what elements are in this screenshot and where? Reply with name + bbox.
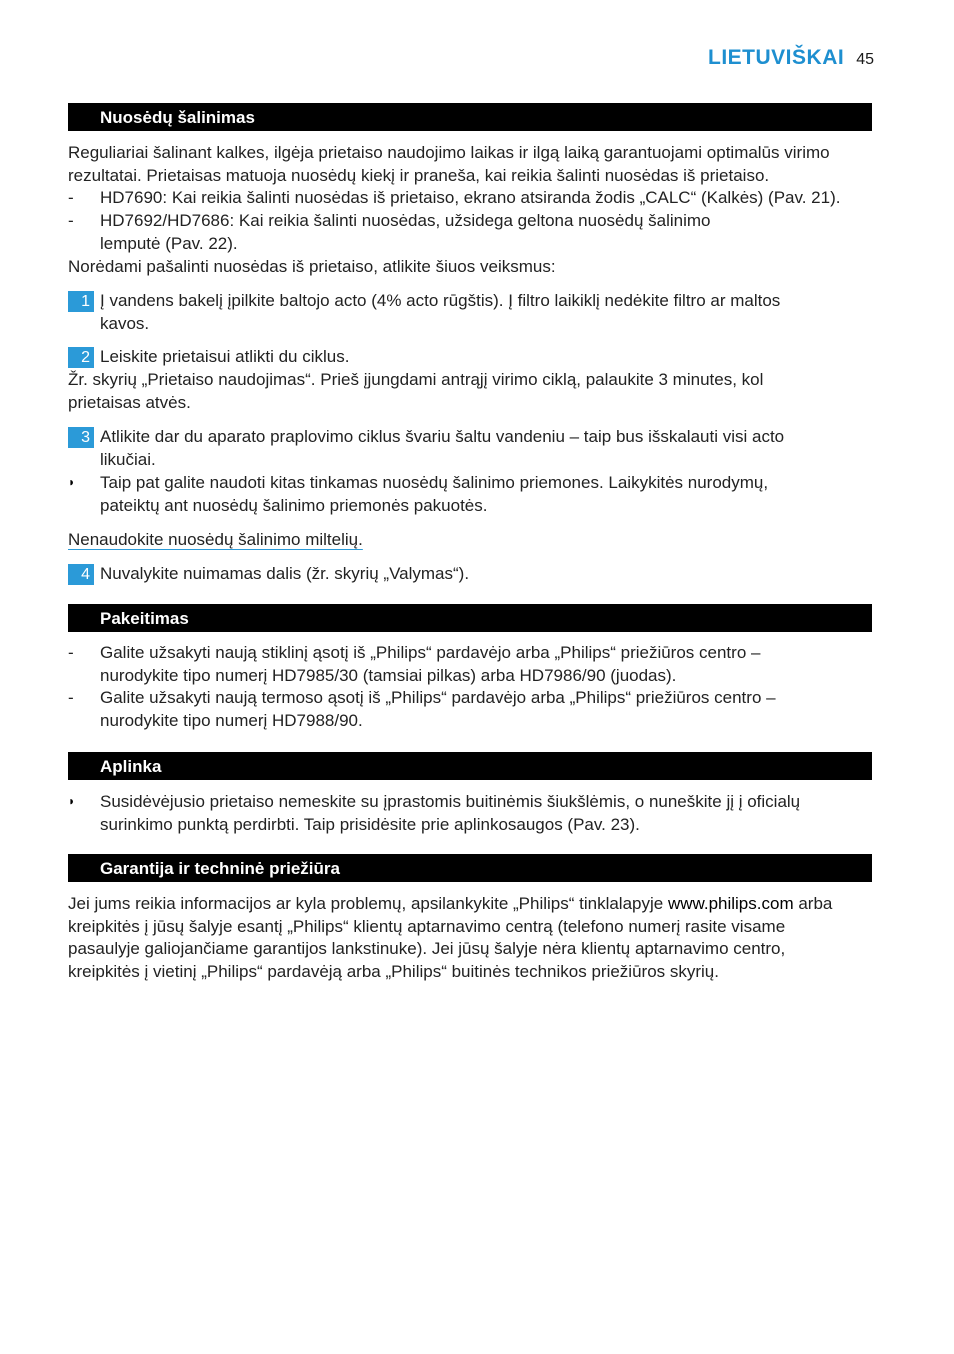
step-number-3: 3 (68, 427, 94, 448)
section-title-guarantee: Garantija ir techninė priežiūra (68, 854, 872, 882)
descaling-intro-line-1: Reguliariai šalinant kalkes, ilgėja prietaiso naudojimo laikas ir ilgą laiką garantuojami optimalūs virimo (68, 143, 830, 162)
guarantee-line-4: kreipkitės į vietinį „Philips“ pardavėją arba „Philips“ buitinės technikos priežiūros skyrių. (68, 962, 719, 981)
step-2-text: Leiskite prietaisui atlikti du ciklus. (100, 347, 350, 366)
descaling-dash-item-2b: lemputė (Pav. 22). (100, 234, 238, 253)
step-3-line-2: likučiai. (100, 450, 156, 469)
guarantee-line-1 (68, 892, 878, 915)
descaling-dash-item-2a: HD7692/HD7686: Kai reikia šalinti nuosėdas, užsidega geltona nuosėdų šalinimo (100, 211, 711, 230)
replacement-item-2b: nurodykite tipo numerį HD7988/90. (100, 711, 363, 730)
step-1-line-1: Į vandens bakelį įpilkite baltojo acto (4% acto rūgštis). Į filtro laikiklį nedėkite filtro ar maltos (100, 291, 781, 310)
replacement-item-1a: Galite užsakyti naują stiklinį ąsotį iš „Philips“ pardavėjo arba „Philips“ priežiūros centro – (100, 643, 761, 662)
step-number-1: 1 (68, 291, 94, 312)
philips-website-link[interactable]: www.philips.com (667, 894, 794, 913)
environment-line-2: surinkimo punktą perdirbti. Taip prisidėsite prie aplinkosaugos (Pav. 23). (100, 815, 640, 834)
dash-marker: - (68, 688, 74, 707)
dash-marker: - (68, 643, 74, 662)
descaling-lead: Norėdami pašalinti nuosėdas iš prietaiso, atlikite šiuos veiksmus: (68, 257, 556, 276)
dash-marker: - (68, 188, 74, 207)
language-label: LIETUVIŠKAI (708, 46, 845, 69)
section-title-environment: Aplinka (68, 752, 872, 780)
step-number-4: 4 (68, 564, 94, 585)
descaling-dash-item-1: HD7690: Kai reikia šalinti nuosėdas iš prietaiso, ekrano atsiranda žodis „CALC“ (Kalkės) (Pav. 21). (100, 188, 841, 207)
step-2-note-line-1: Žr. skyrių „Prietaiso naudojimas“. Prieš įjungdami antrąjį virimo ciklą, palaukite 3 minutes, kol (68, 370, 764, 389)
guarantee-line-1-pre: Jei jums reikia informacijos ar kyla problemų, apsilankykite „Philips“ tinklalapyje (68, 894, 668, 913)
step-2-note-line-2: prietaisas atvės. (68, 393, 191, 412)
bullet-icon: ◗ (68, 475, 76, 489)
tip-line-2: pateiktų ant nuosėdų šalinimo priemonės pakuotės. (100, 496, 488, 515)
descaling-intro-line-2: rezultatai. Prietaisas matuoja nuosėdų kiekį ir praneša, kai reikia šalinti nuosėdas iš prietaiso. (68, 166, 770, 185)
dash-marker: - (68, 211, 74, 230)
section-title-descaling: Nuosėdų šalinimas (68, 103, 872, 131)
environment-line-1: Susidėvėjusio prietaiso nemeskite su įprastomis buitinėmis šiukšlėmis, o nuneškite jį į oficialų (100, 792, 801, 811)
replacement-item-1b: nurodykite tipo numerį HD7985/30 (tamsiai pilkas) arba HD7986/90 (juodas). (100, 666, 677, 685)
step-1-line-2: kavos. (100, 314, 150, 333)
guarantee-line-2: kreipkitės į jūsų šalyje esantį „Philips“ klientų aptarnavimo centrą (telefono numerį rasite visame (68, 917, 786, 936)
step-4-text: Nuvalykite nuimamas dalis (žr. skyrių „Valymas“). (100, 564, 470, 583)
step-3-line-1: Atlikite dar du aparato praplovimo ciklus švariu šaltu vandeniu – taip bus išskalauti visi acto (100, 427, 785, 446)
tip-line-1: Taip pat galite naudoti kitas tinkamas nuosėdų šalinimo priemones. Laikykitės nurodymų, (100, 473, 769, 492)
step-number-2: 2 (68, 347, 94, 368)
warning-text: Nenaudokite nuosėdų šalinimo miltelių. (68, 530, 363, 549)
page-number: 45 (856, 51, 874, 68)
section-title-replacement: Pakeitimas (68, 604, 872, 632)
guarantee-line-3: pasaulyje galiojančiame garantijos lankstinuke). Jei jūsų šalyje nėra klientų aptarnavimo centro, (68, 939, 786, 958)
guarantee-line-1-post: arba (793, 894, 833, 913)
descaling-warning (68, 528, 878, 551)
replacement-item-2a: Galite užsakyti naują termoso ąsotį iš „Philips“ pardavėjo arba „Philips“ priežiūros centro – (100, 688, 776, 707)
bullet-icon: ◗ (68, 794, 76, 808)
page-header (708, 46, 874, 76)
